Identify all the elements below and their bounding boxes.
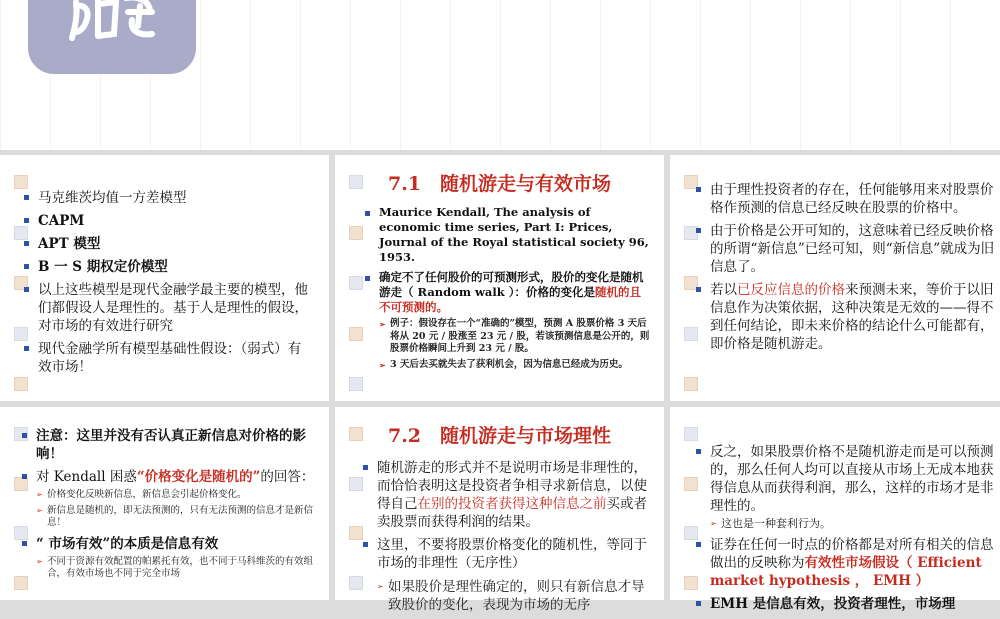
sub-item: ➢ 价格变化反映新信息，新信息会引起价格变化。 [36,489,318,502]
random-walk-list [365,205,651,371]
kendall-list [22,427,318,581]
university-logo [28,0,196,74]
list-item [22,468,318,530]
list-item [696,443,998,531]
models-list [24,189,314,376]
list-item [696,536,998,590]
sub-item: ➢ 这也是一种套利行为。 [710,518,998,531]
text: 买或者卖股票而获得利润的结果。 [377,496,647,530]
sub-item: ➢ 如果股价是理性确定的，则只有新信息才导致股价的变化，表现为市场的无序 [377,578,655,614]
emh-list [696,443,998,613]
text: “ 市场有效”的本质是信息有效 [36,535,219,552]
list-item: EMH 是信息有效，投资者理性，市场理 [696,595,998,613]
text: 对 Kendall 困惑 [36,469,137,485]
text: 来预测未来，等价于以旧信息作为决策依据，这种决策是无效的——得不到任何结论，即未来价格的结论什么可能都有，即价格是随机游走。 [710,282,994,352]
highlight-text: “价格变化是随机的” [136,469,261,485]
highlight-text: 在别的投资者获得这种信息之前 [417,496,607,512]
slide-kendall-answer [0,407,329,600]
list-item [363,536,655,614]
list-item: 由于价格是公开可知的，这意味着已经反映价格的所谓“新信息”已经可知，则“新信息”就成为旧信息了。 [696,222,996,276]
list-item [696,281,996,353]
slide-rational-investors [670,155,1000,401]
sub-item: ➢ 3 天后去买就失去了获利机会，因为信息已经成为历史。 [379,359,651,372]
list-item: CAPM [24,212,314,230]
text: 确定不了任何股价的可预测形式，股价的变化是随机游走（ Random walk ）：价格的变化是 [379,270,644,299]
list-item [363,459,655,531]
slide-random-walk-efficient-market [335,155,664,401]
sub-list [710,518,998,531]
text: 随机游走的形式并不是说明市场是非理性的，而恰恰表明这是投资者争相寻求新信息，以使得自己 [377,460,647,512]
list-item: 注意：这里并没有否认真正新信息对价格的影响！ [22,427,318,463]
sub-list [379,318,651,371]
slide-title: 7.1 随机游走与有效市场 [387,173,612,195]
top-slide-banner [0,0,1000,150]
highlight-text: 随机的且不可预测的。 [379,285,641,314]
text: 证券在任何一时点的价格都是对所有相关的信息做出的反映称为 [710,536,994,571]
list-item [365,270,651,371]
text: 反之，如果股票价格不是随机游走而是可以预测的，那么任何人均可以直接从市场上无成本地获得信息从而获得利润，那么，这样的市场才是非理性的。 [710,444,994,514]
list-item: 以上这些模型是现代金融学最主要的模型，他们都假设人是理性的。基于人是理性的假设，对市场的有效进行研究 [24,281,314,335]
sub-list [36,489,318,530]
list-item: 马克维茨均值一方差模型 [24,189,314,207]
sub-item: ➢ 例子：假设存在一个“准确的”模型，预测 A 股票价格 3 天后将从 20 元 / 股涨至 23 元 / 股，若该预测信息是公开的，则股票价格瞬间上升到 23 元 / 股。 [379,318,651,356]
logo-calligraphy-icon [68,0,158,42]
list-item: B 一 S 期权定价模型 [24,258,314,276]
slide-title: 7.2 随机游走与市场理性 [387,425,612,447]
rationality-list [363,459,655,614]
highlight-text: 有效性市场假设（ Efficient market hypothesis ， EMH ） [710,554,982,589]
sub-list [36,556,318,581]
text: 这里，不要将股票价格变化的随机性，等同于市场的非理性（无序性） [377,537,647,571]
list-item: 现代金融学所有模型基础性假设：（弱式）有效市场！ [24,340,314,376]
slide-random-walk-rationality [335,407,664,613]
slide-models [0,155,329,401]
text: 的回答： [260,469,315,485]
list-item: 由于理性投资者的存在，任何能够用来对股票价格作预测的信息已经反映在股票的价格中。 [696,181,996,217]
list-item [22,535,318,581]
rational-list [696,181,996,353]
text: 若以 [710,282,737,298]
highlight-text: 已反应信息的价格 [737,282,845,298]
sub-item: ➢ 不同于资源有效配置的帕累托有效，也不同于马科维茨的有效组合，有效市场也不同于完全市场 [36,556,318,581]
sub-item: ➢ 新信息是随机的，即无法预测的，只有无法预测的信息才是新信息！ [36,505,318,530]
slide-emh [670,407,1000,612]
sub-list [377,578,655,614]
list-item: APT 模型 [24,235,314,253]
reference-item: Maurice Kendall, The analysis of economic time series, Part I: Prices, Journal of the Royal statistical society 96, 1953. [365,205,651,265]
